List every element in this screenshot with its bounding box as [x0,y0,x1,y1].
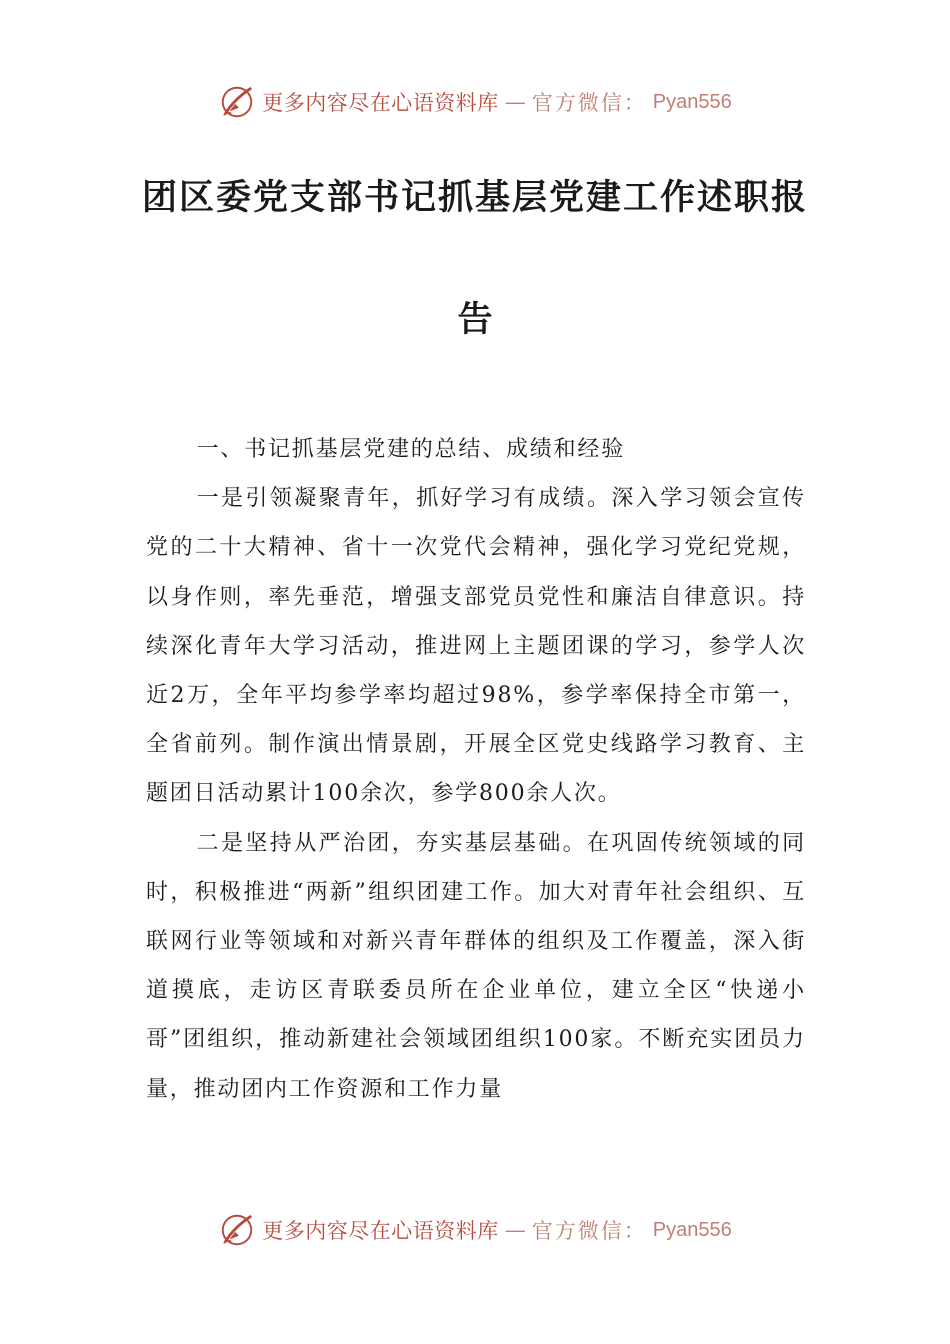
pen-logo-icon [218,83,256,121]
header-watermark [0,80,950,124]
watermark-main-text: 更多内容尽在心语资料库 [262,1219,499,1243]
watermark-main-text: 更多内容尽在心语资料库 [262,91,499,115]
watermark-dash: — [504,90,526,114]
watermark-wechat-id: Pyan556 [652,90,732,113]
watermark-dash: — [504,1218,526,1242]
document-title: 团区委党支部书记抓基层党建工作述职报 [141,177,808,218]
paragraph: 一是引领凝聚青年，抓好学习有成绩。深入学习领会宣传党的二十大精神、省十一次党代会精神，强化学习党纪党规，以身作则，率先垂范，增强支部党员党性和廉洁自律意识。持续深化青年大学习活动，推进网上主题团课的学习，参学人次近2万，全年平均参学率均超过98%，参学率保持全市第一，全省前列。制作演出情景剧，开展全区党史线路学习教育、主题团日活动累计100余次，参学800余人次。 [146,486,806,807]
watermark-sub-text: 官方微信： [531,91,647,115]
pen-logo-icon [218,1211,256,1249]
watermark-sub-text: 官方微信： [531,1219,647,1243]
paragraph: 二是坚持从严治团，夯实基层基础。在巩固传统领域的同时，积极推进“两新”组织团建工作。加大对青年社会组织、互联网行业等领域和对新兴青年群体的组织及工作覆盖，深入街道摸底，走访区青联委员所在企业单位，建立全区“快递小哥”团组织，推动新建社会领域团组织100家。不断充实团员力量，推动团内工作资源和工作力量 [146,830,806,1102]
document-body [146,425,806,1114]
watermark-wechat-id: Pyan556 [652,1218,732,1241]
section-heading: 一、书记抓基层党建的总结、成绩和经验 [196,437,625,462]
footer-watermark [0,1208,950,1252]
document-title-continued: 告 [457,299,493,340]
